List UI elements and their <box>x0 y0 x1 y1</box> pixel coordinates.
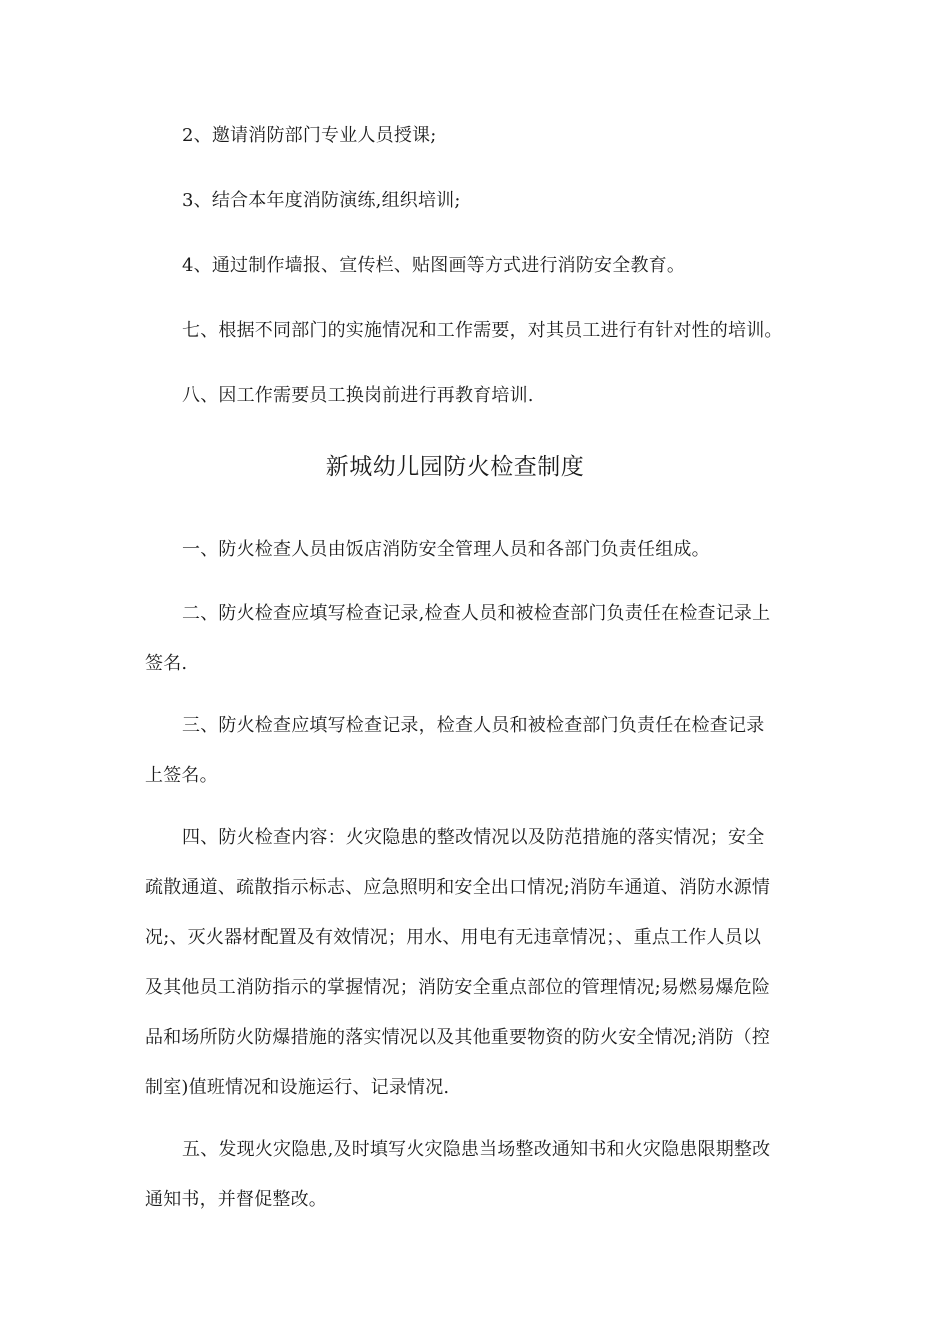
section-3-line: 上签名。 <box>145 765 218 786</box>
section-5-line: 通知书，并督促整改。 <box>145 1189 327 1210</box>
section-3-line: 三、防火检查应填写检查记录，检查人员和被检查部门负责任在检查记录 <box>182 715 765 736</box>
section-2-line: 二、防火检查应填写检查记录,检查人员和被检查部门负责任在检查记录上 <box>182 603 771 624</box>
list-item: 七、根据不同部门的实施情况和工作需要，对其员工进行有针对性的培训。 <box>182 320 783 341</box>
section-4-line: 制室)值班情况和设施运行、记录情况. <box>145 1077 450 1098</box>
page-title: 新城幼儿园防火检查制度 <box>325 454 585 480</box>
section-4-line: 四、防火检查内容：火灾隐患的整改情况以及防范措施的落实情况；安全 <box>182 827 765 848</box>
section-4-line: 品和场所防火防爆措施的落实情况以及其他重要物资的防火安全情况;消防（控 <box>145 1027 771 1048</box>
section-4-line: 况;、灭火器材配置及有效情况；用水、用电有无违章情况；、重点工作人员以 <box>145 927 762 948</box>
section-4-line: 及其他员工消防指示的掌握情况；消防安全重点部位的管理情况;易燃易爆危险 <box>145 977 771 998</box>
list-item: 八、因工作需要员工换岗前进行再教育培训. <box>182 385 534 406</box>
list-item: 3、结合本年度消防演练,组织培训; <box>182 190 461 211</box>
section-1-line: 一、防火检查人员由饭店消防安全管理人员和各部门负责任组成。 <box>182 539 710 560</box>
list-item: 4、通过制作墙报、宣传栏、贴图画等方式进行消防安全教育。 <box>182 255 686 276</box>
section-5-line: 五、发现火灾隐患,及时填写火灾隐患当场整改通知书和火灾隐患限期整改 <box>182 1139 771 1160</box>
list-item: 2、邀请消防部门专业人员授课; <box>182 125 437 146</box>
section-4-line: 疏散通道、疏散指示标志、应急照明和安全出口情况;消防车通道、消防水源情 <box>145 877 771 898</box>
section-2-line: 签名. <box>145 653 188 674</box>
